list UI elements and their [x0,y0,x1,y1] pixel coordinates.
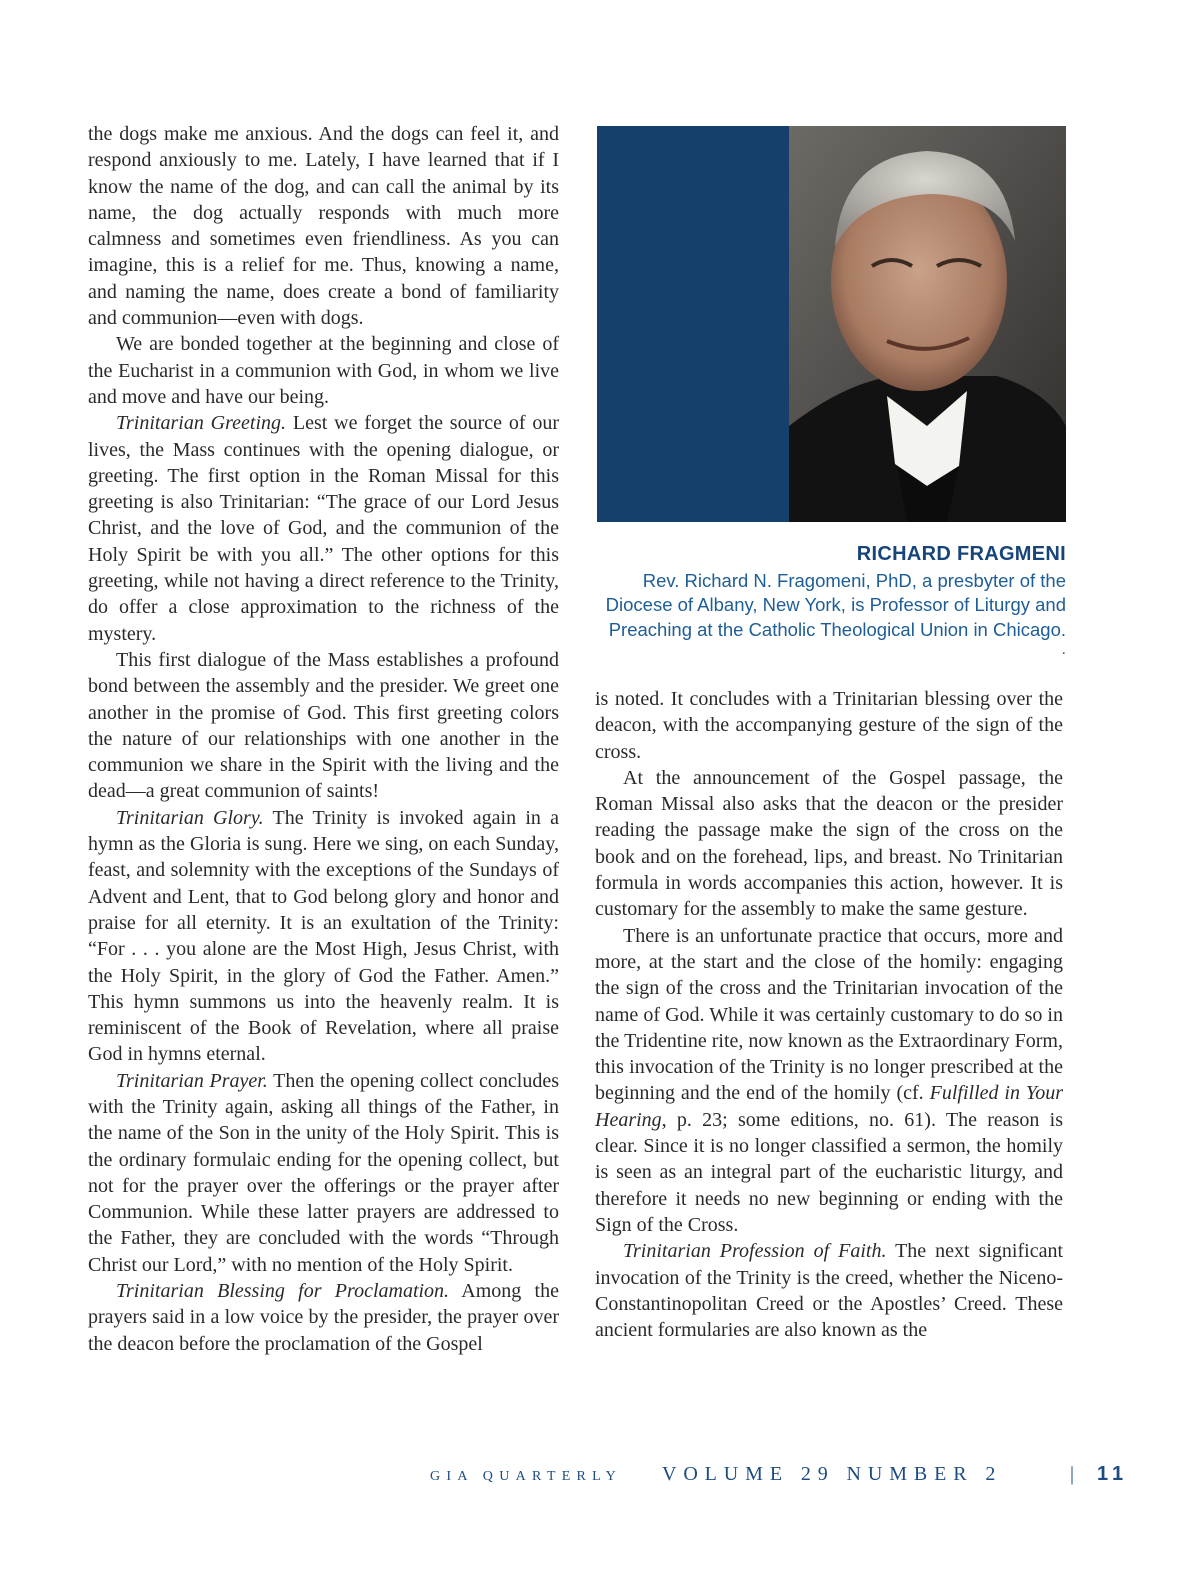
author-bio: Rev. Richard N. Fragomeni, PhD, a presbyter of the Diocese of Albany, New York, is Professor of Liturgy and Preaching at the Catholic Theological Union in Chicago. [605,570,1066,640]
right-text-column [595,686,1063,1343]
paragraph: At the announcement of the Gospel passage, the Roman Missal also asks that the deacon or the presider reading the passage make the sign of the cross on the book and on the forehead, lips, and breast. No Trinitarian formula in words accompanies this action, however. It is customary for the assembly to make the same gesture. [595,766,1063,921]
portrait-illustration [597,126,1066,522]
page-footer [430,1463,1130,1493]
page-number: 11 [1097,1463,1129,1485]
paragraph [595,923,1063,1239]
paragraph: This first dialogue of the Mass establishes a profound bond between the assembly and the presider. We greet one another in the promise of God. This first greeting colors the nature of our relationships with one another in the communion we share in the Spirit with the living and the dead—a great communion of saints! [88,648,559,803]
cited-title: Fulfilled in Your Hearing [595,1082,1063,1131]
section-heading: Trinitarian Profession of Faith. [623,1240,887,1263]
publication-name: GIA QUARTERLY [430,1469,623,1484]
author-name: RICHARD FRAGMENI [856,543,1066,565]
paragraph-body: Among the prayers said in a low voice by the presider, the prayer over the deacon before the proclamation of the Gospel [88,1280,559,1355]
paragraph-body: There is an unfortunate practice that occurs, more and more, at the start and the close of the homily: engaging the sign of the cross and the Trinitarian invocation of the name of God. While it was certainly customary to do so in the Tridentine rite, now known as the Extraordinary Form, this invocation of the Trinity is no longer prescribed at the beginning and the end of the homily (cf. [595,924,1063,1105]
left-text-column [88,121,559,1357]
volume-number: VOLUME 29 NUMBER 2 [662,1463,1003,1485]
paragraph [88,1068,559,1278]
footer-separator: | [1070,1463,1075,1485]
caption-dot: . [1061,641,1066,659]
paragraph: the dogs make me anxious. And the dogs can feel it, and respond anxiously to me. Lately, I have learned that if I know the name of the dog, and can call the animal by its name, the dog actually responds with much more calmness and sometimes even friendliness. As you can imagine, this is a relief for me. Thus, knowing a name, and naming the name, does create a bond of familiarity and communion—even with dogs. [88,123,559,330]
paragraph: is noted. It concludes with a Trinitarian blessing over the deacon, with the accompanying gesture of the sign of the cross. [595,688,1063,763]
paragraph: We are bonded together at the beginning and close of the Eucharist in a communion with God, in whom we live and move and have our being. [88,333,559,408]
paragraph-body: The next significant invocation of the Trinity is the creed, whether the Niceno-Constantinopolitan Creed or the Apostles’ Creed. These ancient formularies are also known as the [595,1240,1064,1342]
paragraph-body: , p. 23; some editions, no. 61). The reason is clear. Since it is no longer classified a sermon, the homily is seen as an integral part of the eucharistic liturgy, and therefore it needs no new beginning or ending with the Sign of the Cross. [595,1108,1063,1236]
paragraph [88,1278,559,1357]
author-photo [597,126,1066,522]
paragraph-body: Lest we forget the source of our lives, the Mass continues with the opening dialogue, or greeting. The first option in the Roman Missal for this greeting is also Trinitarian: “The grace of our Lord Jesus Christ, and the love of God, and the communion of the Holy Spirit be with you all.” The other options for this greeting, while not having a direct reference to the Trinity, do offer a close approximation to the richness of the mystery. [88,412,559,645]
paragraph [88,410,559,647]
paragraph [88,805,559,1068]
section-heading: Trinitarian Blessing for Proclamation. [116,1280,450,1303]
paragraph [595,1238,1063,1343]
paragraph-body: The Trinity is invoked again in a hymn as the Gloria is sung. Here we sing, on each Sunday, feast, and solemnity with the exceptions of the Sundays of Advent and Lent, that to God belong glory and honor and praise for all eternity. It is an exultation of the Trinity: “For . . . you alone are the Most High, Jesus Christ, with the Holy Spirit, in the glory of God the Father. Amen.” This hymn summons us into the heavenly realm. It is reminiscent of the Book of Revelation, where all praise God in hymns eternal. [88,806,559,1066]
section-heading: Trinitarian Prayer. [116,1069,268,1092]
section-heading: Trinitarian Greeting. [116,412,287,435]
section-heading: Trinitarian Glory. [116,806,264,829]
paragraph-body: Then the opening collect concludes with the Trinity again, asking all things of the Father, in the name of the Son in the unity of the Holy Spirit. This is the ordinary formulaic ending for the opening collect, but not for the prayer over the offerings or the prayer after Communion. While these latter prayers are addressed to the Father, they are concluded with the words “Through Christ our Lord,” with no mention of the Holy Spirit. [88,1069,559,1276]
photo-caption [600,539,1066,658]
